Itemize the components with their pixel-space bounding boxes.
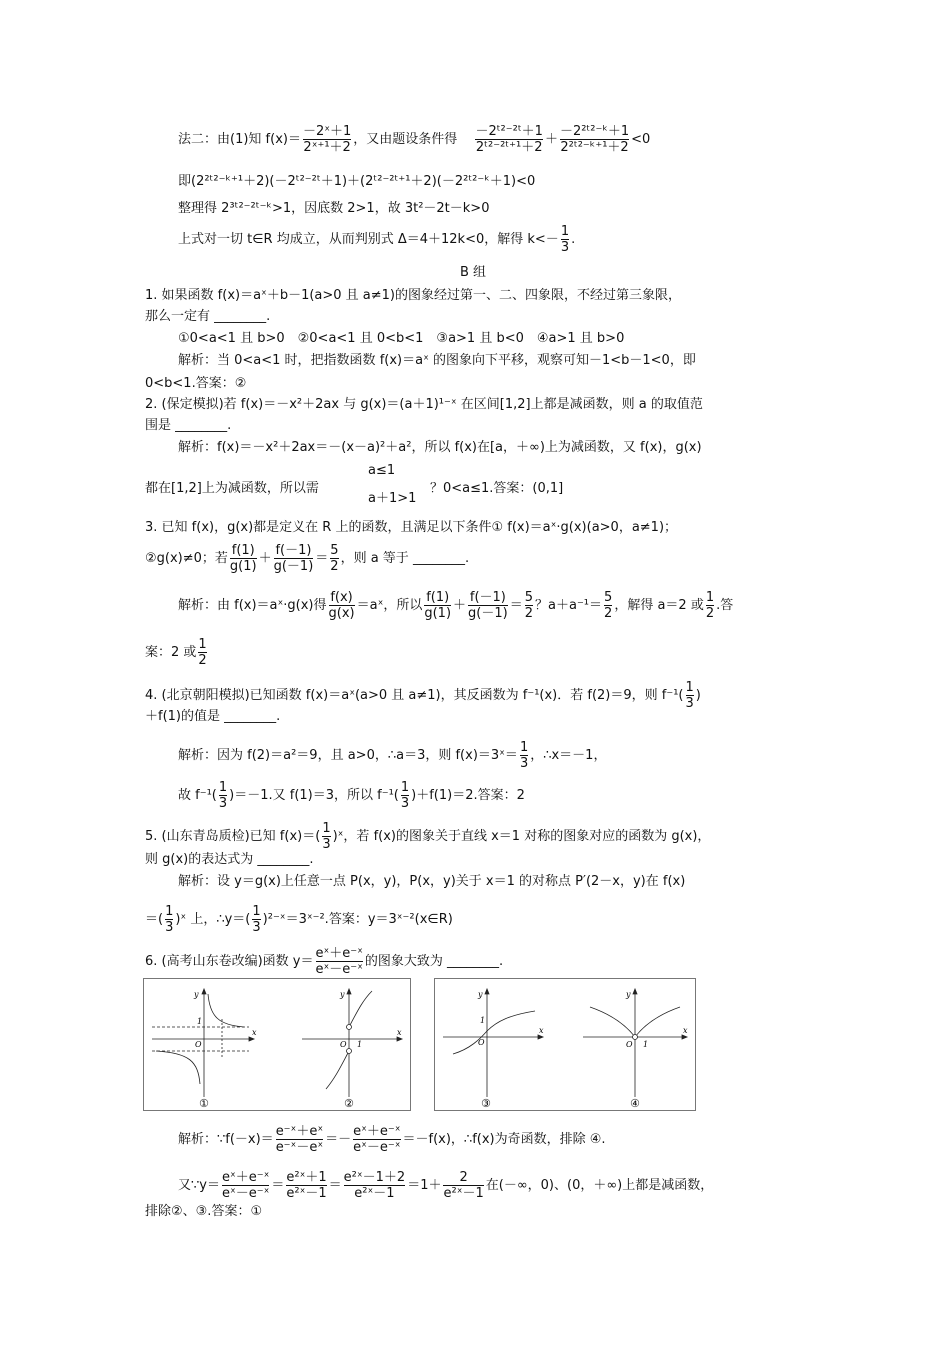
fraction: $\frac{1}{3}$ — [685, 680, 694, 711]
graph-2-origin: O — [340, 1040, 347, 1049]
fraction: $\frac{f(x)}{g(x)}$ — [328, 590, 355, 621]
simplify-line: 整理得 2³ᵗ²⁻²ᵗ⁻ᵏ>1，因底数 2>1，故 3t²－2t－k>0 — [178, 201, 490, 216]
fraction: $\frac{1}{2}$ — [705, 590, 715, 621]
graph-3-origin: O — [478, 1038, 485, 1047]
fraction: $\frac{1}{3}$ — [252, 904, 261, 935]
fraction: $\frac{1}{3}$ — [218, 780, 228, 811]
fraction: $\frac{5}{2}$ — [604, 590, 613, 621]
graph-2-label: ② — [344, 1097, 354, 1110]
graph-1-x-label: x — [252, 1028, 257, 1037]
q2-solution-2: 都在[1,2]上为减函数，所以需 — [145, 481, 319, 496]
fraction: $\frac{1}{3}$ — [560, 224, 570, 255]
graph-1-label: ① — [199, 1097, 209, 1110]
fraction: $\frac{\text{e⁻ˣ＋eˣ}}{\text{e⁻ˣ－eˣ}}$ — [275, 1124, 324, 1155]
q5-text-2: 则 g(x)的表达式为 ________. — [145, 852, 314, 867]
graph-1-one: 1 — [197, 1017, 203, 1026]
fraction: $\frac{\text{e²ˣ＋1}}{\text{e²ˣ－1}}$ — [286, 1170, 327, 1201]
graph-4-y-label: y — [626, 990, 631, 999]
graph-3-y-label: y — [478, 990, 483, 999]
graph-2-x-label: x — [397, 1028, 402, 1037]
fraction: $\frac{f(1)}{g(1)}$ — [424, 590, 452, 621]
q3-text-2: ②g(x)≠0；若 $\frac{f(1)}{g(1)}$ ＋ $\frac{f(-1)}{g(-1)}$ ＝ $\frac{5}{2}$ ，则 a 等于 ________. — [145, 543, 470, 574]
q6-solution: 解析：∵f(－x)＝ $\frac{\text{e⁻ˣ＋eˣ}}{\text{e⁻ˣ－eˣ}}$ ＝－ $\frac{\text{eˣ＋e⁻ˣ}}{\text{eˣ－e⁻ˣ}}$ ＝－f(x)，∴f(x)为奇函数，排除 ④. — [178, 1124, 606, 1155]
q5-solution: 解析：设 y＝g(x)上任意一点 P(x，y)，P(x，y)关于 x＝1 的对称点 P′(2－x，y)在 f(x) — [178, 874, 686, 889]
conclusion-line: 上式对一切 t∈R 均成立，从而判别式 Δ＝4＋12k<0，解得 k<－ $\frac{1}{3}$ . — [178, 224, 576, 255]
fraction: $\frac{1}{2}$ — [198, 637, 207, 668]
fraction: $\frac{\text{eˣ＋e⁻ˣ}}{\text{eˣ－e⁻ˣ}}$ — [353, 1124, 401, 1155]
fraction: $\frac{5}{2}$ — [524, 590, 534, 621]
q6-solution-2: 又∵y＝ $\frac{\text{eˣ＋e⁻ˣ}}{\text{eˣ－e⁻ˣ}}$ ＝ $\frac{\text{e²ˣ＋1}}{\text{e²ˣ－1}}$ ＝ $\frac{\text{e²ˣ－1＋2}}{\text{e²ˣ－1}}$ ＝1＋ $\frac{2}{\text{e²ˣ－1}}$ 在(－∞，0)、(0，＋∞)上都是减函数， — [178, 1170, 714, 1201]
graph-1-origin: O — [195, 1040, 202, 1049]
fraction: $\frac{1}{3}$ — [165, 904, 174, 935]
fraction: $\frac{\text{eˣ＋e⁻ˣ}}{\text{eˣ－e⁻ˣ}}$ — [221, 1170, 270, 1201]
q2-answer: ？0<a≤1.答案：(0,1] — [430, 481, 564, 496]
q4-solution: 解析：因为 f(2)＝a²＝9，且 a>0，∴a＝3，则 f(x)＝3ˣ＝ $\frac{1}{3}$ ，∴x＝－1， — [178, 740, 607, 771]
q1-options: ①0<a<1 且 b>0 ②0<a<1 且 0<b<1 ③a>1 且 b<0 ④a>1 且 b>0 — [178, 331, 625, 346]
q1-text: 1. 如果函数 f(x)＝aˣ＋b－1(a>0 且 a≠1)的图象经过第一、二、四象限，不经过第三象限， — [145, 288, 682, 303]
q1-solution: 解析：当 0<a<1 时，把指数函数 f(x)＝aˣ 的图象向下平移，观察可知－1<b－1<0，即 — [178, 353, 696, 368]
graph-2-y-label: y — [340, 990, 345, 999]
q6-answer: 排除②、③.答案：① — [145, 1204, 263, 1219]
q3-solution: 解析：由 f(x)＝aˣ·g(x)得 $\frac{f(x)}{g(x)}$ ＝aˣ，所以 $\frac{f(1)}{g(1)}$ ＋ $\frac{f(-1)}{g(-1)}$ ＝ $\frac{5}{2}$ ？a＋a⁻¹＝ $\frac{5}{2}$ ，解得 a＝2 或 $\frac{1}{2}$ .答 — [178, 590, 734, 621]
graph-4 — [583, 989, 687, 1097]
q3-answer: 案：2 或 $\frac{1}{2}$ — [145, 637, 207, 668]
fraction: $\frac{f(-1)}{g(-1)}$ — [468, 590, 508, 621]
fraction: $\frac{\text{－2ˣ＋1}}{\text{2ˣ⁺¹＋2}}$ — [302, 124, 352, 155]
graph-4-x-label: x — [683, 1026, 688, 1035]
fraction: $\frac{5}{2}$ — [330, 543, 339, 574]
graph-2-one: 1 — [357, 1040, 363, 1049]
fraction: $\frac{\text{eˣ＋e⁻ˣ}}{\text{eˣ－e⁻ˣ}}$ — [315, 946, 363, 977]
figure-panel-left — [143, 978, 411, 1111]
fraction: $\frac{f(-1)}{g(-1)}$ — [273, 543, 314, 574]
q4-text-2: ＋f(1)的值是 ________. — [145, 709, 281, 724]
q2-text-2: 围是 ________. — [145, 418, 232, 433]
q1-text-2: 那么一定有 ________. — [145, 309, 271, 324]
q2-system: a≤1 a＋1>1 — [368, 463, 417, 506]
graph-2 — [302, 989, 402, 1097]
q2-text: 2. (保定模拟)若 f(x)＝－x²＋2ax 与 g(x)＝(a＋1)¹⁻ˣ 在区间[1,2]上都是减函数，则 a 的取值范 — [145, 397, 703, 412]
fraction: $\frac{\text{－2ᵗ²⁻²ᵗ＋1}}{\text{2ᵗ²⁻²ᵗ⁺¹＋2}}$ — [475, 124, 543, 155]
q5-answer: ＝( $\frac{1}{3}$ )ˣ 上，∴y＝( $\frac{1}{3}$ )²⁻ˣ＝3ˣ⁻².答案：y＝3ˣ⁻²(x∈R) — [145, 904, 453, 935]
q2-solution: 解析：f(x)＝－x²＋2ax＝－(x－a)²＋a²，所以 f(x)在[a，＋∞)上为减函数，又 f(x)，g(x) — [178, 440, 702, 455]
q6-text: 6. (高考山东卷改编)函数 y＝ $\frac{\text{eˣ＋e⁻ˣ}}{\text{eˣ－e⁻ˣ}}$ 的图象大致为 ________. — [145, 946, 504, 977]
group-heading: B 组 — [460, 265, 487, 280]
fraction: $\frac{1}{3}$ — [322, 821, 331, 852]
graph-1-y-label: y — [194, 990, 199, 999]
fraction: $\frac{1}{3}$ — [519, 740, 529, 771]
graph-3 — [443, 989, 543, 1097]
q4-answer: 故 f⁻¹( $\frac{1}{3}$ )＝－1.又 f(1)＝3，所以 f⁻¹( $\frac{1}{3}$ )＋f(1)＝2.答案：2 — [178, 780, 525, 811]
fraction: $\frac{f(1)}{g(1)}$ — [229, 543, 257, 574]
graph-4-origin: O — [626, 1040, 633, 1049]
q4-text: 4. (北京朝阳模拟)已知函数 f(x)＝aˣ(a>0 且 a≠1)，其反函数为 f⁻¹(x)．若 f(2)＝9，则 f⁻¹( $\frac{1}{3}$ ) — [145, 680, 701, 711]
expand-line: 即(2²ᵗ²⁻ᵏ⁺¹＋2)(－2ᵗ²⁻²ᵗ＋1)＋(2ᵗ²⁻²ᵗ⁺¹＋2)(－2²ᵗ²⁻ᵏ＋1)<0 — [178, 174, 536, 189]
q1-answer: 0<b<1.答案：② — [145, 376, 247, 391]
method2-line: 法二：由(1)知 f(x)＝ $\frac{\text{－2ˣ＋1}}{\text{2ˣ⁺¹＋2}}$ ，又由题设条件得 $\frac{\text{－2ᵗ²⁻²ᵗ＋1}}{\text{2ᵗ²⁻²ᵗ⁺¹＋2}}$ ＋ $\frac{\text{－2²ᵗ²⁻ᵏ＋1}}{\text{2²ᵗ²⁻ᵏ⁺¹＋2}}$ <0 — [178, 124, 651, 155]
graph-4-label: ④ — [630, 1097, 640, 1110]
fraction: $\frac{\text{－2²ᵗ²⁻ᵏ＋1}}{\text{2²ᵗ²⁻ᵏ⁺¹＋2}}$ — [559, 124, 630, 155]
graph-3-label: ③ — [481, 1097, 491, 1110]
figure-3-4-svg — [435, 979, 695, 1110]
fraction: $\frac{1}{3}$ — [400, 780, 410, 811]
fraction: $\frac{2}{\text{e²ˣ－1}}$ — [443, 1170, 484, 1201]
graph-3-x-label: x — [539, 1026, 544, 1035]
figure-1-2-svg — [144, 979, 410, 1110]
graph-4-one: 1 — [643, 1040, 649, 1049]
fraction: $\frac{\text{e²ˣ－1＋2}}{\text{e²ˣ－1}}$ — [343, 1170, 406, 1201]
graph-1 — [152, 989, 254, 1097]
q3-text: 3. 已知 f(x)，g(x)都是定义在 R 上的函数，且满足以下条件① f(x)＝aˣ·g(x)(a>0，a≠1)； — [145, 520, 678, 535]
figure-panel-right — [434, 978, 696, 1111]
graph-3-one: 1 — [480, 1016, 486, 1025]
q5-text: 5. (山东青岛质检)已知 f(x)＝( $\frac{1}{3}$ )ˣ，若 f(x)的图象关于直线 x＝1 对称的图象对应的函数为 g(x)， — [145, 821, 711, 852]
